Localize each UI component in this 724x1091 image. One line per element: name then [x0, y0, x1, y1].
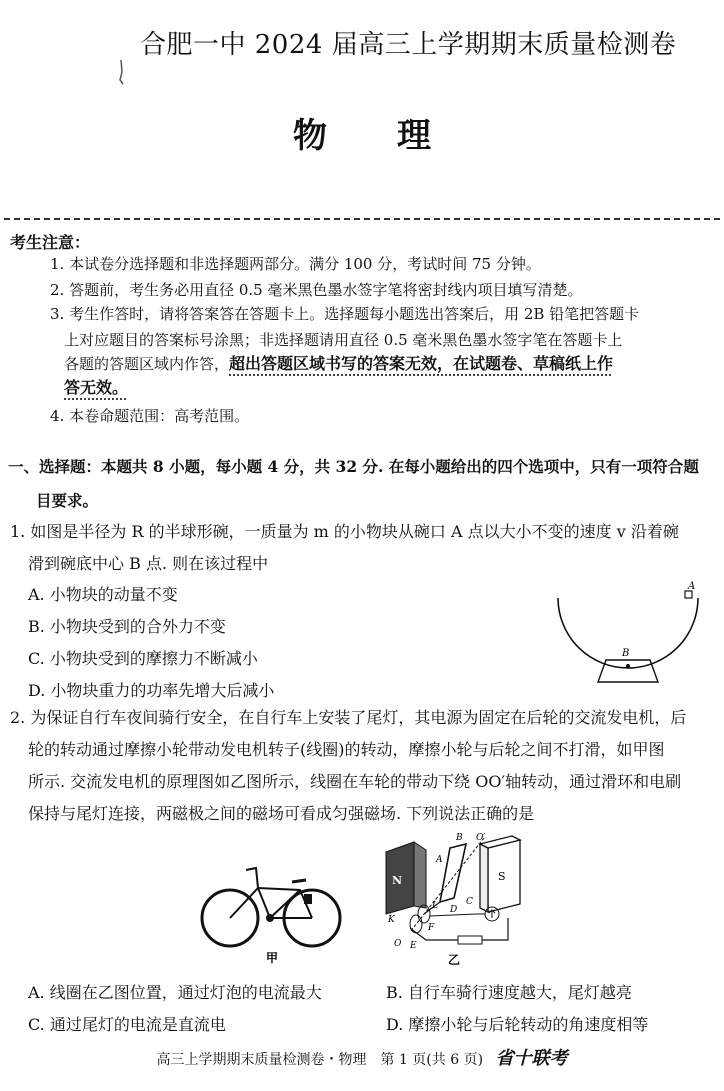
ink-mark: [118, 58, 124, 86]
section-line-1: 一、选择题：本题共 8 小题，每小题 4 分，共 32 分. 在每小题给出的四个选项中，只有一项符合题: [8, 457, 699, 476]
brush-label-k: K: [388, 915, 395, 925]
question-1-stem: [10, 516, 715, 580]
notice-item-3: 3. 考生作答时，请将答案答在答题卡上。选择题每小题选出答案后，用 2B 铅笔把答题卡: [50, 305, 640, 323]
pole-n-label: N: [392, 874, 403, 887]
coil-label-d: D: [450, 905, 458, 915]
q2-line-3: 所示. 交流发电机的原理图如乙图所示，线圈在车轮的带动下绕 OO′轴转动，通过滑环和电刷: [28, 772, 682, 791]
q1-option-d: D. 小物块重力的功率先增大后减小: [28, 681, 275, 700]
q1-option-b: B. 小物块受到的合外力不变: [28, 617, 226, 636]
q2-line-1: 2. 为保证自行车夜间骑行安全，在自行车上安装了尾灯，其电源为固定在后轮的交流发电机，后: [10, 708, 687, 727]
coil-label-b: B: [456, 833, 463, 843]
footer-text: 高三上学期期末质量检测卷・物理 第 1 页(共 6 页): [156, 1052, 484, 1068]
notice-item-3-cont3: [64, 374, 719, 402]
q1-option-c: C. 小物块受到的摩擦力不断减小: [28, 649, 258, 668]
bowl-label-a: A: [688, 581, 696, 592]
bicycle-figure: [196, 858, 346, 968]
notice-item-2: 2. 答题前，考生务必用直径 0.5 毫米黑色墨水签字笔将密封线内项目填写清楚。: [50, 281, 583, 299]
coil-label-a: A: [436, 855, 443, 865]
bowl-figure: [548, 578, 708, 690]
section-heading: [8, 450, 708, 518]
q2-option-c: C. 通过尾灯的电流是直流电: [28, 1015, 226, 1034]
subject-title: 物理: [293, 116, 501, 156]
q1-line-1: 1. 如图是半径为 R 的半球形碗，一质量为 m 的小物块从碗口 A 点以大小不变的速度 v 沿着碗: [10, 522, 679, 541]
fig-yi-label: 乙: [448, 953, 461, 967]
q2-option-b: B. 自行车骑行速度越大，尾灯越亮: [386, 983, 632, 1002]
axis-label-o-prime: O′: [476, 833, 486, 843]
notice-item-1: 1. 本试卷分选择题和非选择题两部分。满分 100 分，考试时间 75 分钟。: [50, 255, 541, 273]
section-line-2: 目要求。: [36, 491, 99, 510]
generator-figure: [380, 828, 530, 968]
q1-option-a: A. 小物块的动量不变: [28, 585, 178, 604]
notice-item-3-text: 各题的答题区域内作答，: [64, 355, 230, 373]
notice-heading: 考生注意：: [10, 233, 91, 252]
brush-label-e: E: [410, 941, 417, 951]
exam-title: 合肥一中 2024 届高三上学期期末质量检测卷: [140, 30, 677, 60]
page-footer: [0, 1044, 724, 1070]
ring-label-f: F: [428, 923, 435, 933]
q1-line-2: 滑到碗底中心 B 点. 则在该过程中: [28, 554, 269, 573]
notice-item-3-cont1: 上对应题目的答案标号涂黑；非选择题请用直径 0.5 毫米黑色墨水签字笔在答题卡上: [64, 331, 623, 349]
seal-line: [4, 218, 720, 220]
pole-s-label: S: [498, 870, 506, 883]
ring-label-l: L: [432, 901, 438, 911]
notice-item-4: 4. 本卷命题范围：高考范围。: [50, 407, 250, 425]
notice-emphasis: 超出答题区域书写的答案无效，在试题卷、草稿纸上作: [229, 354, 614, 373]
q2-line-4: 保持与尾灯连接，两磁极之间的磁场可看成匀强磁场. 下列说法正确的是: [28, 804, 535, 823]
footer-brand: 省十联考: [495, 1048, 568, 1069]
bowl-label-b: B: [622, 648, 630, 659]
axis-label-o: O: [394, 939, 402, 949]
q2-option-d: D. 摩擦小轮与后轮转动的角速度相等: [386, 1015, 649, 1034]
q2-line-2: 轮的转动通过摩擦小轮带动发电机转子(线圈)的转动，摩擦小轮与后轮之间不打滑，如甲图: [28, 740, 665, 759]
question-2-stem: [10, 702, 715, 830]
fig-jia-label: 甲: [266, 951, 279, 965]
q2-option-a: A. 线圈在乙图位置，通过灯泡的电流最大: [28, 983, 322, 1002]
coil-label-c: C: [466, 897, 473, 907]
notice-emphasis-end: 答无效。: [64, 378, 129, 397]
